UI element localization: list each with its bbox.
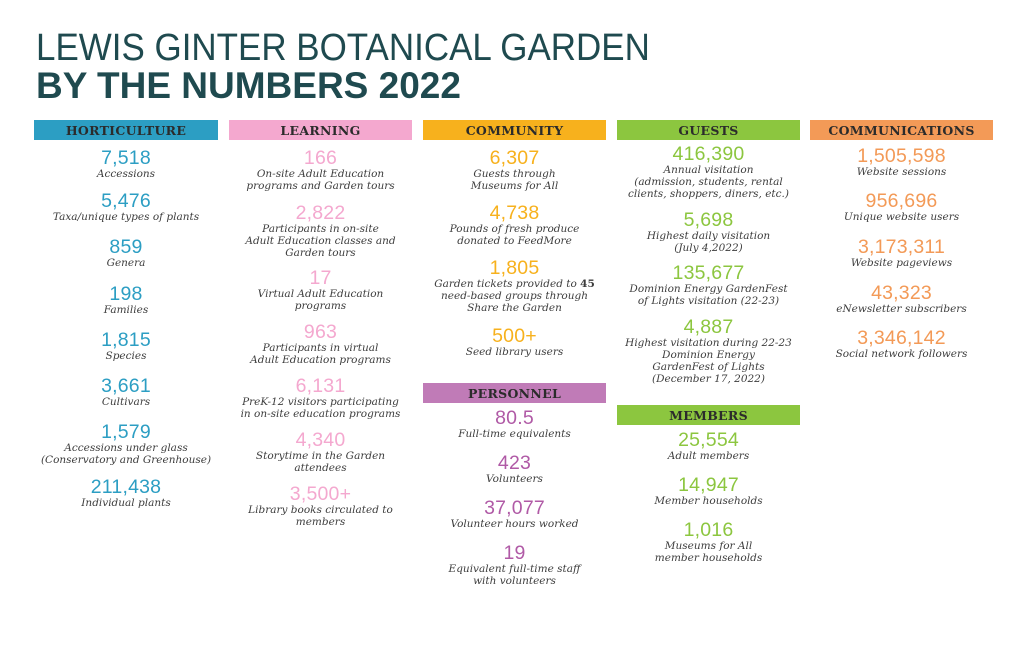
stat-value: 3,346,142: [857, 327, 946, 349]
stat-item: [423, 499, 606, 530]
stat-label: Website pageviews: [850, 257, 953, 269]
stat-label: eNewsletter subscribers: [836, 303, 967, 315]
stat-value: 80.5: [495, 407, 534, 429]
members-header: MEMBERS: [617, 405, 800, 425]
stat-value: 859: [109, 236, 143, 258]
stat-label: Unique website users: [843, 211, 960, 223]
stat-value: 19: [503, 542, 526, 564]
horticulture-header: HORTICULTURE: [34, 120, 218, 140]
stat-value: 7,518: [101, 147, 151, 169]
stat-label: Member households: [654, 495, 763, 507]
stat-value: 4,887: [683, 316, 734, 338]
stat-label: Museums for All member households: [654, 540, 763, 564]
stat-value: 5,476: [101, 190, 151, 212]
guests-list: [617, 145, 800, 385]
stat-label: Families: [103, 304, 149, 316]
communications-header: COMMUNICATIONS: [810, 120, 993, 140]
members-list: [617, 431, 800, 564]
page-subtitle: BY THE NUMBERS 2022: [36, 65, 461, 106]
stat-label: Annual visitation (admission, students, rental clients, shoppers, diners, etc.): [628, 164, 789, 200]
stat-item: [810, 238, 993, 269]
stat-item: [617, 211, 800, 254]
stat-value: 14,947: [678, 474, 739, 496]
stat-label: Guests through Museums for All: [470, 168, 559, 192]
stat-value: 1,805: [489, 257, 540, 279]
stat-label: Seed library users: [465, 346, 564, 358]
stat-item: [617, 145, 800, 200]
stat-item: [810, 284, 993, 315]
learning-header: LEARNING: [229, 120, 412, 140]
community-list: [423, 149, 606, 358]
stat-item: [229, 485, 412, 528]
stat-item: [34, 423, 218, 466]
stat-label: Pounds of fresh produce donated to FeedMore: [449, 223, 580, 247]
learning-column: [229, 120, 412, 528]
stat-value: 25,554: [678, 429, 739, 451]
stat-item: [34, 478, 218, 509]
guests-header: GUESTS: [617, 120, 800, 140]
stat-label: Cultivars: [101, 396, 151, 408]
stat-label: Genera: [106, 257, 146, 269]
stat-item: [229, 149, 412, 192]
stat-item: [34, 149, 218, 180]
stat-item: [423, 409, 606, 440]
stat-item: [34, 238, 218, 269]
stat-item: [423, 149, 606, 192]
stat-value: 3,173,311: [857, 236, 946, 258]
stat-value: 43,323: [871, 282, 932, 304]
stat-item: [34, 192, 218, 223]
stat-value: 963: [303, 321, 338, 343]
stat-item: [229, 431, 412, 474]
page-title: LEWIS GINTER BOTANICAL GARDEN: [36, 27, 650, 69]
stat-item: [617, 318, 800, 385]
stat-value: 135,677: [672, 262, 745, 284]
stat-item: [34, 331, 218, 362]
stat-item: [617, 431, 800, 462]
stat-item: [34, 377, 218, 408]
stat-value: 6,307: [489, 147, 540, 169]
stat-value: 4,738: [489, 202, 540, 224]
stat-label: Volunteer hours worked: [450, 518, 579, 530]
stat-item: [229, 204, 412, 259]
stat-item: [229, 323, 412, 366]
stat-label: [423, 278, 606, 314]
stat-label: Volunteers: [486, 473, 543, 485]
label-text: Garden tickets provided to: [434, 278, 581, 290]
stat-value: 3,500+: [289, 483, 352, 505]
communications-list: [810, 147, 993, 360]
stat-label: On-site Adult Education programs and Garden tours: [246, 168, 395, 192]
stat-item: [810, 329, 993, 360]
community-header: COMMUNITY: [423, 120, 606, 140]
stat-value: 211,438: [90, 476, 162, 498]
stat-value: 423: [497, 452, 532, 474]
stat-value: 5,698: [683, 209, 734, 231]
horticulture-column: [34, 120, 218, 509]
stat-value: 198: [109, 283, 143, 305]
stat-label: Accessions: [96, 168, 156, 180]
stat-value: 4,340: [295, 429, 346, 451]
stat-item: [617, 264, 800, 307]
learning-list: [229, 149, 412, 528]
stat-item: [423, 544, 606, 587]
communications-column: [810, 120, 993, 360]
stat-item: [810, 192, 993, 223]
stat-label: Website sessions: [856, 166, 947, 178]
community-column: [423, 120, 606, 358]
stat-label: PreK-12 visitors participating in on-site education programs: [240, 396, 401, 420]
label-bold-number: 45: [580, 278, 595, 290]
stat-label: Virtual Adult Education programs: [257, 288, 384, 312]
stat-value: 1,505,598: [857, 145, 946, 167]
stat-label: Individual plants: [81, 497, 171, 509]
stat-item: [229, 377, 412, 420]
stat-value: 6,131: [295, 375, 346, 397]
stat-item: [229, 269, 412, 312]
stat-value: 2,822: [295, 202, 346, 224]
stat-value: 166: [303, 147, 338, 169]
stat-label: Adult members: [667, 450, 750, 462]
stat-label: Dominion Energy GardenFest of Lights visitation (22-23): [629, 283, 788, 307]
stat-value: 1,815: [101, 329, 151, 351]
stat-item: [423, 454, 606, 485]
stat-item: [810, 147, 993, 178]
stat-item: [423, 259, 606, 314]
stat-value: 3,661: [101, 375, 151, 397]
stat-label: Participants in virtual Adult Education programs: [250, 342, 391, 366]
stat-value: 500+: [492, 325, 537, 347]
personnel-list: [423, 409, 606, 587]
stat-value: 17: [309, 267, 332, 289]
stat-label: Highest daily visitation (July 4,2022): [646, 230, 771, 254]
personnel-column: [423, 383, 606, 587]
stat-item: [423, 327, 606, 358]
stat-value: 1,016: [683, 519, 734, 541]
stat-label: Library books circulated to members: [248, 504, 393, 528]
horticulture-list: [34, 149, 218, 509]
stat-label: Equivalent full-time staff with volunteers: [448, 563, 581, 587]
stat-item: [617, 521, 800, 564]
guests-column: [617, 120, 800, 385]
stat-label: Taxa/unique types of plants: [52, 211, 200, 223]
stat-value: 37,077: [484, 497, 545, 519]
stat-label: Highest visitation during 22-23 Dominion Energy GardenFest of Lights (December 17, 2022): [625, 337, 792, 385]
stat-label: Participants in on-site Adult Education classes and Garden tours: [245, 223, 396, 259]
stat-item: [423, 204, 606, 247]
stat-label: Accessions under glass (Conservatory and Greenhouse): [40, 442, 212, 466]
personnel-header: PERSONNEL: [423, 383, 606, 403]
stat-value: 1,579: [101, 421, 151, 443]
members-column: [617, 405, 800, 564]
stat-label: Social network followers: [835, 348, 968, 360]
label-text: need-based groups through Share the Garden: [441, 290, 588, 314]
stat-item: [34, 285, 218, 316]
stat-label: Species: [105, 350, 147, 362]
stat-label: Storytime in the Garden attendees: [255, 450, 386, 474]
stat-label: Full-time equivalents: [458, 428, 571, 440]
stat-item: [617, 476, 800, 507]
stat-value: 956,696: [865, 190, 938, 212]
stat-value: 416,390: [672, 143, 745, 165]
